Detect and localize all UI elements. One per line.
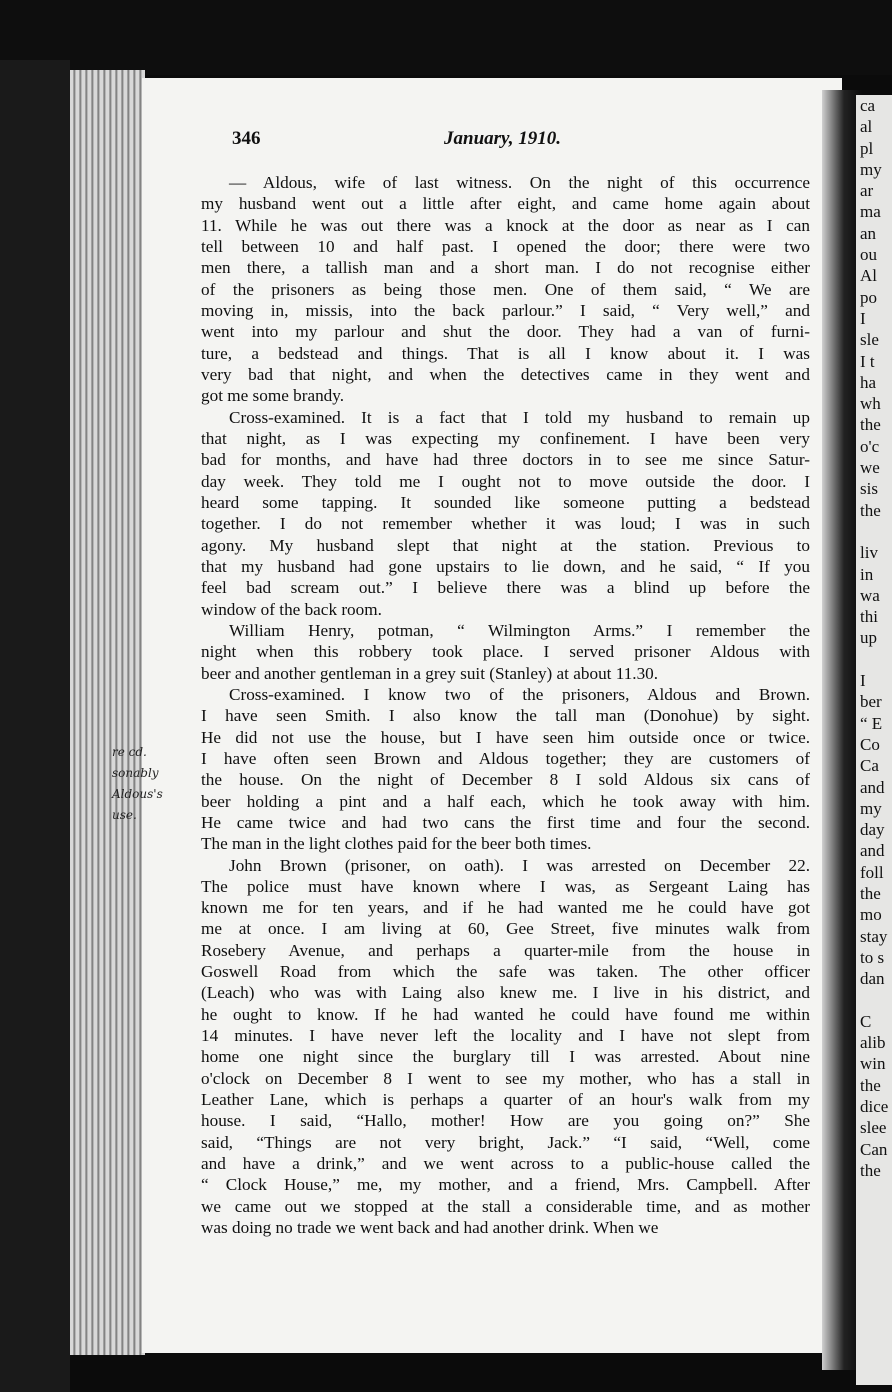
text-line: I have often seen Brown and Aldous together; they are customers of — [201, 748, 810, 768]
facing-page-text-fragment: ha — [860, 372, 877, 392]
facing-page-text-fragment: the — [860, 1075, 881, 1095]
margin-note-line: use. — [112, 808, 137, 822]
facing-page-text-fragment: the — [860, 500, 881, 520]
facing-page-text-fragment: I t — [860, 351, 875, 371]
text-line: very bad that night, and when the detectives came in they went and — [201, 364, 810, 384]
facing-page-text-fragment: sis — [860, 479, 878, 499]
facing-page-text-fragment: we — [860, 458, 880, 478]
text-line: was doing no trade we went back and had another drink. When we — [201, 1218, 659, 1238]
facing-page-text-fragment: ar — [860, 181, 874, 201]
facing-page-text-fragment: my — [860, 798, 882, 818]
facing-page-text-fragment: the — [860, 1160, 881, 1180]
facing-page-text-fragment: wh — [860, 394, 881, 414]
text-line: day week. They told me I ought not to move outside the door. I — [201, 471, 810, 491]
text-line: said, “Things are not very bright, Jack.” “I said, “Well, come — [201, 1132, 810, 1152]
facing-page-text-fragment: Ca — [860, 756, 879, 776]
facing-page-text-fragment: thi — [860, 607, 878, 627]
facing-page-text-fragment — [856, 521, 892, 542]
text-line: night when this robbery took place. I served prisoner Aldous with — [201, 642, 810, 662]
facing-page-text-fragment: sle — [860, 330, 879, 350]
facing-page-text-fragment: my — [860, 159, 882, 179]
text-line: moving in, missis, into the back parlour.” I said, “ Very well,” and — [201, 300, 810, 320]
text-line: Goswell Road from which the safe was taken. The other officer — [201, 962, 810, 982]
text-line: o'clock on December 8 I went to see my mother, who has a stall in — [201, 1068, 810, 1088]
text-line: William Henry, potman, “ Wilmington Arms.” I remember the — [229, 620, 810, 640]
text-line: bad for months, and have had three doctors in to see me since Satur- — [201, 450, 810, 470]
facing-page-text-fragment: win — [860, 1054, 886, 1074]
text-line: me at once. I am living at 60, Gee Street, five minutes walk from — [201, 919, 810, 939]
text-line: John Brown (prisoner, on oath). I was arrested on December 22. — [229, 855, 810, 875]
text-line: Cross-examined. I know two of the prisoners, Aldous and Brown. — [229, 684, 810, 704]
text-line: Cross-examined. It is a fact that I told my husband to remain up — [229, 407, 810, 427]
facing-page-text-fragment: slee — [860, 1118, 887, 1138]
margin-note-line: re cd. — [112, 745, 147, 759]
text-line: tell between 10 and half past. I opened the door; there were two — [201, 236, 810, 256]
text-line: house. I said, “Hallo, mother! How are you going on?” She — [201, 1111, 810, 1131]
text-line: heard some tapping. It sounded like someone putting a bedstead — [201, 492, 810, 512]
text-line: He came twice and had two cans the first time and four the second. — [201, 812, 810, 832]
text-line: and have a drink,” and we went across to a public-house called the — [201, 1154, 810, 1174]
facing-page-text-fragment: o'c — [860, 436, 880, 456]
facing-page-text-fragment: day — [860, 820, 885, 840]
text-line: “ Clock House,” me, my mother, and a friend, Mrs. Campbell. After — [201, 1175, 810, 1195]
text-line: went into my parlour and shut the door. They had a van of furni- — [201, 322, 810, 342]
text-line: beer and another gentleman in a grey suit (Stanley) at about 11.30. — [201, 663, 659, 683]
facing-page-text-fragment: up — [860, 628, 877, 648]
page-number: 346 — [232, 128, 261, 149]
facing-page-text-fragment: I — [860, 308, 866, 328]
facing-page-text-fragment: Can — [860, 1139, 888, 1159]
running-title-date: January, 1910. — [444, 128, 562, 149]
text-line: feel bad scream out.” I believe there was a blind up before the — [201, 578, 810, 598]
handwritten-margin-note — [112, 742, 202, 826]
text-line: that night, as I was expecting my confinement. I have been very — [201, 428, 810, 448]
facing-page-text-fragment: ca — [860, 96, 876, 115]
margin-note-line: Aldous's — [112, 787, 163, 801]
facing-page-text-fragment: I — [860, 671, 866, 691]
facing-page-text-fragment: alib — [860, 1033, 886, 1053]
page-header — [232, 128, 792, 158]
text-line: the house. On the night of December 8 I sold Aldous six cans of — [201, 770, 810, 790]
text-line: my husband went out a little after eight, and came home again about — [201, 194, 810, 214]
facing-page-fragment — [856, 95, 892, 1385]
book-page-edges — [70, 70, 145, 1355]
text-line: known me for ten years, and if he had wanted me he could have got — [201, 898, 810, 918]
facing-page-text-fragment: Co — [860, 734, 880, 754]
text-line: Rosebery Avenue, and perhaps a quarter-mile from the house in — [201, 940, 810, 960]
facing-page-text-fragment: dice — [860, 1096, 889, 1116]
facing-page-text-fragment: ber — [860, 692, 882, 712]
body-text — [201, 172, 810, 1238]
text-line: window of the back room. — [201, 599, 382, 619]
facing-page-text-fragment: and — [860, 841, 885, 861]
facing-page-text-fragment: po — [860, 287, 877, 307]
facing-page-text-fragment: mo — [860, 905, 882, 925]
text-line: beer holding a pint and a half each, which he took away with him. — [201, 791, 810, 811]
facing-page-text-fragment: “ E — [860, 713, 883, 733]
text-line: (Leach) who was with Laing also knew me. I live in his district, and — [201, 983, 810, 1003]
text-line: 14 minutes. I have never left the locality and I have not slept from — [201, 1026, 810, 1046]
text-line: of the prisoners as being those men. One of them said, “ We are — [201, 279, 810, 299]
facing-page-text-fragment: ou — [860, 245, 877, 265]
facing-page-text-fragment: foll — [860, 862, 884, 882]
margin-note-line: sonably — [112, 766, 159, 780]
facing-page-text-fragment: ma — [860, 202, 881, 222]
text-line: agony. My husband slept that night at the station. Previous to — [201, 535, 810, 555]
facing-page-text-fragment: C — [860, 1011, 872, 1031]
facing-page-text-fragment — [856, 989, 892, 1010]
text-line: He did not use the house, but I have seen him outside once or twice. — [201, 727, 810, 747]
scan-left-border — [0, 60, 70, 1392]
text-line: he ought to know. If he had wanted he could have found me within — [201, 1004, 810, 1024]
text-line: got me some brandy. — [201, 386, 345, 406]
facing-page-text-fragment: in — [860, 564, 874, 584]
text-line: ture, a bedstead and things. That is all I know about it. I was — [201, 343, 810, 363]
facing-page-text-fragment: the — [860, 883, 881, 903]
facing-page-text-fragment: dan — [860, 969, 885, 989]
text-line: Leather Lane, which is perhaps a quarter of an hour's walk from my — [201, 1090, 810, 1110]
facing-page-text-fragment: al — [860, 117, 873, 137]
facing-page-text-fragment: pl — [860, 138, 874, 158]
text-line: that my husband had gone upstairs to lie down, and he said, “ If you — [201, 556, 810, 576]
facing-page-text-fragment: liv — [860, 543, 878, 563]
facing-page-text-fragment: the — [860, 415, 881, 435]
text-line: The police must have known where I was, as Sergeant Laing has — [201, 876, 810, 896]
facing-page-text-fragment: to s — [860, 947, 885, 967]
text-line: home one night since the burglary till I was arrested. About nine — [201, 1047, 810, 1067]
facing-page-text-fragment: wa — [860, 585, 880, 605]
text-line: men there, a tallish man and a short man. I do not recognise either — [201, 258, 810, 278]
facing-page-text-fragment — [856, 649, 892, 670]
text-line: we came out we stopped at the stall a considerable time, and as mother — [201, 1196, 810, 1216]
text-line: 11. While he was out there was a knock at the door as near as I can — [201, 215, 810, 235]
facing-page-text-fragment: Al — [860, 266, 877, 286]
facing-page-text-fragment: stay — [860, 926, 888, 946]
facing-page-text-fragment: and — [860, 777, 885, 797]
text-line: I have seen Smith. I also know the tall man (Donohue) by sight. — [201, 706, 810, 726]
text-line: together. I do not remember whether it was loud; I was in such — [201, 514, 810, 534]
scan-top-border — [0, 0, 892, 75]
text-line: — Aldous, wife of last witness. On the night of this occurrence — [229, 173, 810, 192]
facing-page-text-fragment: an — [860, 223, 877, 243]
text-line: The man in the light clothes paid for the beer both times. — [201, 834, 592, 854]
